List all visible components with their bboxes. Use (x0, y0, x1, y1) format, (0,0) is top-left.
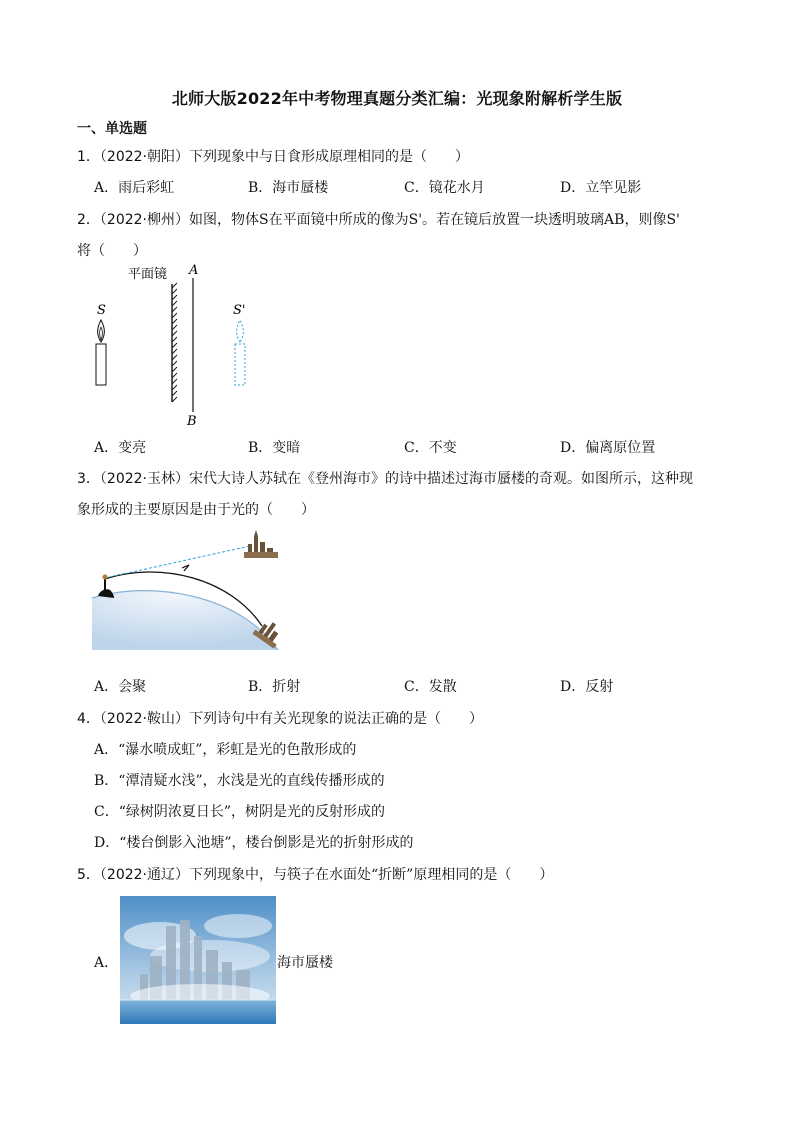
q3-option-b: B．折射 (248, 679, 301, 695)
q2-option-a: A．变亮 (94, 440, 147, 456)
mirror-label: 平面镜 (128, 267, 168, 282)
question-source: （2022·柳州） (99, 212, 190, 228)
glass-label-b: B (187, 414, 197, 429)
question-stem: 宋代大诗人苏轼在《登州海市》的诗中描述过海市蜃楼的奇观。如图所示，这种现 (189, 471, 694, 487)
q3-option-c: C．发散 (404, 679, 457, 695)
q5-option-a-caption: 海市蜃楼 (277, 955, 333, 971)
question-stem: 下列现象中，与筷子在水面处“折断”原理相同的是（ ） (189, 867, 554, 883)
mirage-photo (120, 896, 276, 1024)
q4-option-c: C．“绿树阴浓夏日长”，树阴是光的反射形成的 (94, 804, 386, 820)
q1-option-d: D．立竿见影 (560, 180, 642, 196)
q3-option-a: A．会聚 (94, 679, 147, 695)
plane-mirror (172, 283, 177, 402)
q1-option-b: B．海市蜃楼 (248, 180, 329, 196)
question-3-stem-line2: 象形成的主要原因是由于光的（ ） (77, 502, 315, 518)
section-heading: 一、单选题 (77, 121, 147, 137)
question-number: 4． (77, 711, 100, 727)
question-number: 1． (77, 149, 100, 165)
question-source: （2022·玉林） (99, 471, 190, 487)
arrow-icon (182, 565, 189, 571)
q1-option-c: C．镜花水月 (404, 180, 485, 196)
mirror-figure (88, 262, 268, 430)
q4-option-d: D．“楼台倒影入池塘”，楼台倒影是光的折射形成的 (94, 835, 414, 851)
earth-surface (92, 591, 278, 650)
candle-image-s-prime (235, 320, 245, 385)
q2-option-d: D．偏离原位置 (560, 440, 656, 456)
q1-option-a: A．雨后彩虹 (94, 180, 175, 196)
question-source: （2022·朝阳） (99, 149, 190, 165)
question-1 (77, 146, 469, 166)
q2-option-b: B．变暗 (248, 440, 301, 456)
image-label-s-prime: S' (233, 303, 246, 318)
q2-option-c: C．不变 (404, 440, 457, 456)
mirage-figure (90, 528, 300, 654)
question-5 (77, 864, 553, 884)
mirage-city-icon (244, 530, 278, 558)
object-label-s: S (97, 303, 106, 318)
document-title: 北师大版2022年中考物理真题分类汇编：光现象附解析学生版 (171, 89, 623, 108)
question-2 (77, 209, 680, 229)
question-number: 5． (77, 867, 100, 883)
candle-s (96, 320, 106, 385)
glass-label-a: A (189, 263, 199, 278)
question-4 (77, 708, 483, 728)
q4-option-b: B．“潭清疑水浅”，水浅是光的直线传播形成的 (94, 773, 385, 789)
sight-line (105, 546, 250, 578)
question-2-stem-line2: 将（ ） (77, 243, 147, 259)
question-stem: 下列诗句中有关光现象的说法正确的是（ ） (189, 711, 484, 727)
q3-option-d: D．反射 (560, 679, 614, 695)
question-source: （2022·鞍山） (99, 711, 190, 727)
question-number: 3． (77, 471, 100, 487)
question-stem: 下列现象中与日食形成原理相同的是（ ） (189, 149, 470, 165)
question-number: 2． (77, 212, 100, 228)
question-stem: 如图，物体S在平面镜中所成的像为S'。若在镜后放置一块透明玻璃AB，则像S' (189, 212, 680, 228)
q4-option-a: A．“瀑水喷成虹”，彩虹是光的色散形成的 (94, 742, 357, 758)
question-3 (77, 468, 693, 488)
question-source: （2022·通辽） (99, 867, 190, 883)
q5-option-a-label: A． (94, 955, 119, 971)
